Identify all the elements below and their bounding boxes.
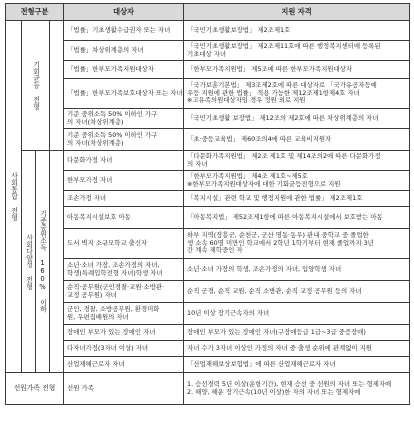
group-income-line: 기준중위소득 160% 이하	[36, 151, 50, 373]
qualification-cell: 순직 군경, 순직 교원, 순직 소방관, 순직 교정 공무원 등의 자녀	[184, 281, 410, 303]
target-cell: 「법률」한부모가족지원대상자	[64, 61, 184, 79]
table-row	[6, 171, 410, 191]
target-cell: 순직·공무원(군인경찰·교원·소방관· 교정 공무원) 자녀	[64, 281, 184, 303]
target-cell: 소년·소녀 가장, 조손가정의 자녀, 학생(특례입학전형 자녀)학생 자녀	[64, 259, 184, 281]
table-row	[6, 281, 410, 303]
target-cell: 도서 벽지 소규모학교 출신자	[64, 229, 184, 259]
table-row	[6, 109, 410, 129]
table-row	[6, 61, 410, 79]
table-row	[6, 129, 410, 151]
group-basic-livelihood: 기회균등 전형	[22, 21, 50, 151]
header-target: 대상자	[64, 4, 184, 21]
table-row	[6, 303, 410, 325]
qualification-cell: 장애인 부모가 있는 장애인 자녀(구장애등급 1급~3급 중증장애)	[184, 325, 410, 341]
qualification-cell: 「국민기초생활 보장법」 제12조의 제2호에 따른 차상위계층의 자녀	[184, 109, 410, 129]
table-row	[6, 41, 410, 61]
qualification-cell: 자녀 수가 3자녀 이상인 가정의 자녀 중 출생 순위에 관계없이 지원	[184, 341, 410, 357]
target-cell: 군인, 경찰, 소방공무원, 환경미화 원, 우편집배원의 자녀	[64, 303, 184, 325]
target-cell: 「법률」기초생활수급권자 또는 자녀	[64, 21, 184, 41]
target-cell: 기준 중위소득 50% 이하인 가구 의 자녀(차상위계층)	[64, 129, 184, 151]
qualification-cell: 소년·소녀 가장의 학생, 조손가정의 자녀, 입양학생 자녀	[184, 259, 410, 281]
table-row	[6, 207, 410, 229]
header-qualification: 지원 자격	[184, 4, 410, 21]
qualification-cell: 10년 이상 장기근속자의 자녀	[184, 303, 410, 325]
qualification-cell: 「다문화가족지원법」 제2조 제1호 및 제14조의2에 따른 다문화가정 의 자녀	[184, 151, 410, 171]
qualification-cell: 하부 지역(장흥군, 순천군, 군산 명동·동우) 관내 중학교 중 졸업한 생 소속 60명 미만인 학교에서 2학년 1학기부터 현재 졸업까지 3년 간 계속 재학중인 자	[184, 229, 410, 259]
target-cell: 조손가정 자녀	[64, 191, 184, 207]
table-row	[6, 341, 410, 357]
group-social-diversity: 사회다양성 전형	[22, 151, 36, 373]
table-row	[6, 191, 410, 207]
table-row	[6, 373, 410, 405]
qualification-cell: 「아동복지법」 제52조제1항에 따른 아동복지시설에서 보호받는 아동	[184, 207, 410, 229]
table-row	[6, 259, 410, 281]
qualification-cell: 「국가보훈기본법」 제3조제2호에 따른 대상자로 「국가유공자등예 우등 지원에 관한 법률」 적용 가능한 제12조제1항제4호 자녀 ※고유족의원대상자임 경우 정원 외로 지원	[184, 79, 410, 109]
target-cell: 다자녀가정(3자녀 이상) 자녀	[64, 341, 184, 357]
target-cell: 산업재해근로자 자녀	[64, 357, 184, 373]
target-cell: 기준 중위소득 50% 이하인 가구 의 자녀(차상위계층)	[64, 109, 184, 129]
table-row	[6, 21, 410, 41]
group-special: 선원가족 전형	[6, 373, 64, 405]
target-cell: 한부모가정 자녀	[64, 171, 184, 191]
target-cell: 아동복지시설보호 아동	[64, 207, 184, 229]
target-cell: 장애인 부모가 있는 장애인 자녀	[64, 325, 184, 341]
qualification-cell: 「국민기초생활보장법」 제2조제1호	[184, 21, 410, 41]
qualification-cell: 「산업재해보상보험법」에 따른 산업재해근로자 자녀	[184, 357, 410, 373]
qualification-cell: 「초·중등교육법」 제60조의4에 따른 교육비지원자	[184, 129, 410, 151]
table-row	[6, 357, 410, 373]
admission-table	[5, 3, 410, 405]
qualification-cell: 「복지시설」관련 학교 및 행정지원에 관한 법률」 제2조제1호	[184, 191, 410, 207]
target-cell: 「법률」한부모가족보호대상자 또는 자녀	[64, 79, 184, 109]
target-cell: 다문화가정 자녀	[64, 151, 184, 171]
group-spacer-2	[50, 151, 64, 373]
target-cell: 「법률」차상위계층의 자녀	[64, 41, 184, 61]
table-row	[6, 325, 410, 341]
qualification-cell: 「한부모가족지원법」 제4조 제1호~제5호 ※한부모가족지원대상자에 대한 기회균등전형으로 지원	[184, 171, 410, 191]
qualification-cell: 1. 승선경력 5년 이상(운항기간), 현재 승선 중 선원의 자녀 또는 형제자매 2. 해양, 해운 장기근속(10년 이상)한 자의 자녀 또는 형제자매	[184, 373, 410, 405]
header-row	[6, 4, 410, 21]
group-social: 사회통합 전형	[6, 21, 22, 373]
table-row	[6, 151, 410, 171]
header-category: 전형구분	[6, 4, 64, 21]
group-spacer	[50, 21, 64, 151]
table-row	[6, 229, 410, 259]
qualification-cell: 「한부모가족지원법」 제5조에 따른 한부모가족지원대상자	[184, 61, 410, 79]
target-cell: 선원 가족	[64, 373, 184, 405]
qualification-cell: 「국민기초생활보장법」 제2조제11호에 따른 행정복지센터에 등록된 기초대상 자녀	[184, 41, 410, 61]
table-row	[6, 79, 410, 109]
